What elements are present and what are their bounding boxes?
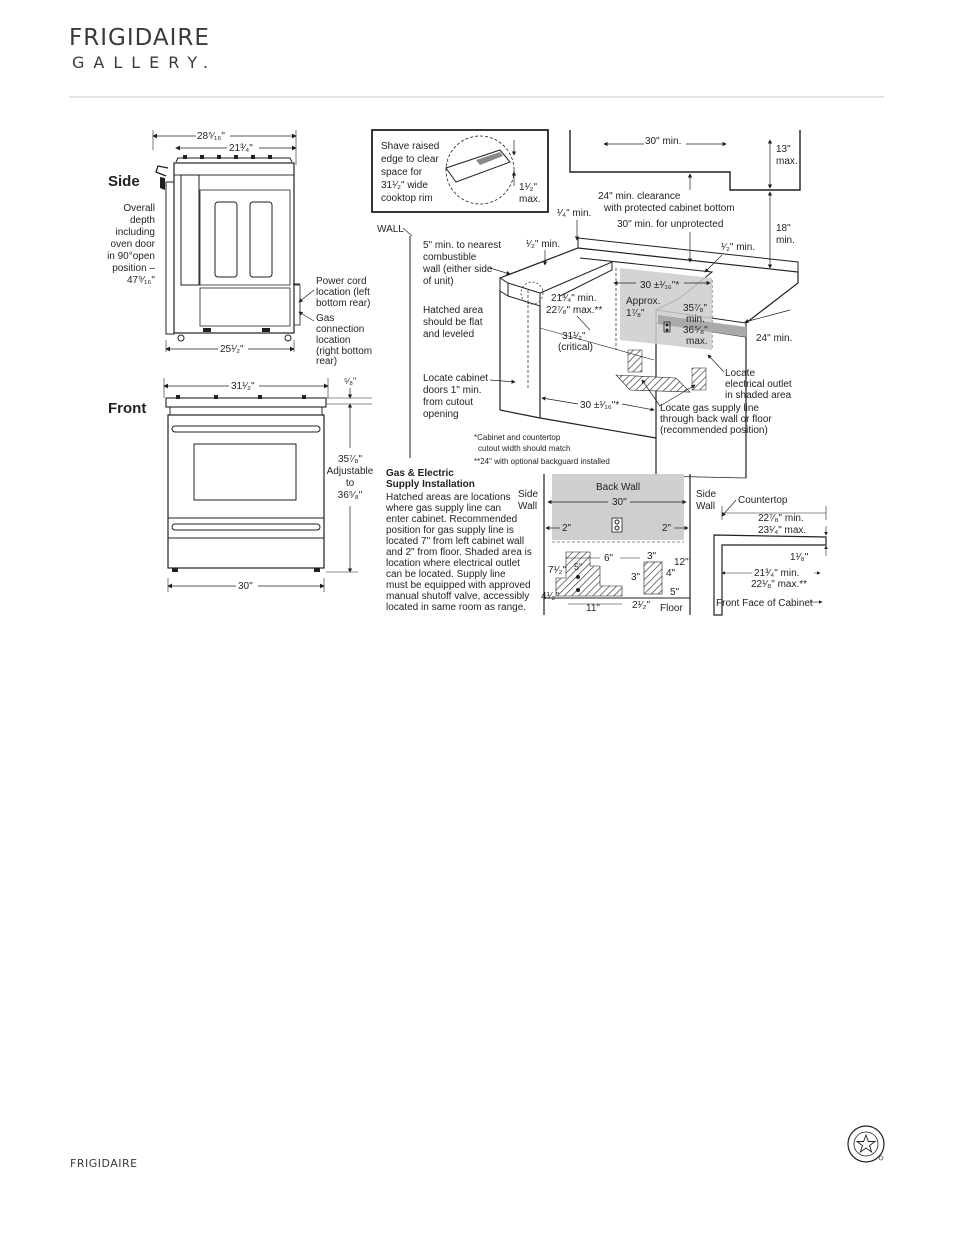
design-certified-seal (846, 1124, 886, 1164)
clearance-note-1: 24" min. clearance (598, 191, 681, 202)
supply-body-3: enter cabinet. Recommended (386, 514, 518, 525)
supply-body-5: located 7" from left cabinet wall (386, 536, 525, 547)
cutout-top: 30 ±¹⁄₁₆"* (640, 280, 680, 291)
outlet-note-2: electrical outlet (725, 379, 792, 390)
front-width-dim: 31¹⁄₂" (231, 381, 255, 392)
ct-range1-1: 22⁷⁄₈" min. (758, 513, 804, 524)
combustible-4: of unit) (423, 276, 454, 287)
hatched-note-1: Hatched area (423, 305, 484, 316)
back-wall: Back Wall (596, 482, 641, 493)
installation-drawings (95, 125, 835, 620)
dim-three-b: 3" (631, 572, 641, 583)
hatched-note-3: and leveled (423, 329, 475, 340)
shave-note-5: cooktop rim (381, 193, 433, 204)
ct-range2-2: 22¹⁄₈" max.** (751, 579, 808, 590)
front-top-dim: ⁵⁄₈" (344, 376, 357, 386)
dim-five-a: 5" (574, 562, 583, 572)
depth-note-4: oven door (110, 239, 155, 250)
side-label: Side (108, 173, 140, 190)
h-range-4: max. (686, 336, 708, 347)
min-18-2: min. (776, 235, 795, 246)
clearance-note-2: with protected cabinet bottom (604, 203, 735, 214)
gas-line-note-3: (recommended position) (660, 425, 768, 436)
h-range-1: 35⁷⁄₈" (683, 303, 708, 314)
supply-body-8: can be located. Supply line (386, 569, 506, 580)
min-30: 30" min. (645, 136, 682, 147)
dim-six: 6" (604, 553, 614, 564)
ct-face: Front Face of Cabinet (716, 598, 813, 609)
gas-note-2: connection (316, 324, 365, 335)
gas-line-note-2: through back wall or floor (660, 414, 772, 425)
gas-line-note-1: Locate gas supply line (660, 403, 759, 414)
side-wall-right-2: Wall (696, 501, 716, 512)
power-note-1: Power cord (316, 276, 367, 287)
supply-body-11: located in same room as range. (386, 602, 527, 613)
approx-1: Approx. (626, 296, 661, 307)
doors-note-4: opening (423, 409, 459, 420)
min-24: 24" min. (756, 333, 793, 344)
front-height-1: 35⁷⁄₈" (337, 454, 363, 465)
critical-2: (critical) (558, 342, 593, 353)
supply-body-10: manual shutoff valve, accessibly (386, 591, 530, 602)
side-wall-left-1: Side (518, 489, 539, 500)
shave-max-1: 1¹⁄₂" (519, 182, 537, 193)
side-wall-left-2: Wall (518, 501, 538, 512)
side-bottom-dim: 25¹⁄₂" (220, 344, 244, 355)
dim-four-half: 4¹⁄₂" (541, 591, 559, 602)
footnote-3: **24" with optional backguard installed (474, 457, 610, 466)
supply-body-6: and 2" from floor. Shaded area is (386, 547, 532, 558)
gas-note-4: (right bottom (316, 346, 373, 357)
unprotected-note: 30" min. for unprotected (617, 219, 724, 230)
front-label: Front (108, 400, 147, 417)
supply-body-7: location where electrical outlet (386, 558, 520, 569)
depth-note-6: position – (112, 263, 155, 274)
dim-three-a: 3" (647, 551, 657, 562)
floor-label: Floor (660, 603, 683, 614)
header-divider (69, 96, 884, 98)
side-view (107, 129, 372, 367)
brand-sub: GALLERY. (72, 53, 217, 72)
depth-range-2: 22⁷⁄₈" max.** (546, 305, 603, 316)
supply-installation (385, 468, 716, 615)
side-top-dim: 28⁵⁄₁₆" (197, 131, 225, 142)
doors-note-1: Locate cabinet (423, 373, 489, 384)
gas-note-3: location (316, 335, 351, 346)
dim-eleven: 11" (586, 603, 600, 614)
two-left: 2" (562, 523, 572, 534)
max-13-1: 13" (776, 144, 791, 155)
footnote-1: *Cabinet and countertop (474, 433, 561, 442)
depth-note-2: depth (129, 215, 155, 226)
brand-logo (69, 25, 217, 72)
cutout-bottom: 30 ±¹⁄₁₆"* (580, 400, 620, 411)
supply-body-9: must be equipped with approved (386, 580, 531, 591)
supply-body-2: where gas supply line can (386, 503, 502, 514)
installation-view (372, 130, 800, 478)
footnote-2: cutout width should match (478, 444, 571, 453)
ct-range1-2: 23¹⁄₄" max. (758, 525, 807, 536)
footer-brand: FRIGIDAIRE (70, 1157, 138, 1170)
half-min-left: ¹⁄₂" min. (526, 239, 561, 250)
power-note-3: bottom rear) (316, 298, 371, 309)
half-min-right: ¹⁄₂" min. (721, 242, 756, 253)
side-inner-dim: 21³⁄₄" (229, 143, 253, 154)
h-range-2: min. (686, 314, 705, 325)
shave-note-4: 31¹⁄₂" wide (381, 180, 428, 191)
ct-range2-1: 21³⁄₄" min. (754, 568, 800, 579)
shave-note-1: Shave raised (381, 141, 440, 152)
front-bottom-dim: 30" (238, 581, 253, 592)
outlet-note-1: Locate (725, 368, 756, 379)
dim-two-half: 2¹⁄₂" (632, 600, 650, 611)
front-height-3: to (345, 478, 355, 489)
side-wall-right-1: Side (696, 489, 717, 500)
countertop-detail (714, 495, 826, 615)
combustible-2: combustible (423, 252, 477, 263)
brand-name: FRIGIDAIRE (69, 25, 210, 51)
depth-note-3: including (115, 227, 155, 238)
dim-four: 4" (666, 568, 676, 579)
dim-seven-half: 7¹⁄₂" (548, 565, 566, 576)
doors-note-2: doors 1" min. (423, 385, 482, 396)
critical-1: 31¹⁄₂" (562, 331, 586, 342)
supply-w30: 30" (612, 497, 627, 508)
countertop-label: Countertop (738, 495, 788, 506)
outlet-note-3: in shaded area (725, 390, 792, 401)
hatched-note-2: should be flat (423, 317, 483, 328)
depth-note-5: in 90°open (107, 251, 155, 262)
wall-label: WALL (377, 224, 404, 235)
doors-note-3: from cutout (423, 397, 474, 408)
depth-note-7: 47⁹⁄₁₆" (126, 275, 155, 286)
min-18-1: 18" (776, 223, 791, 234)
two-right: 2" (662, 523, 672, 534)
shave-note-2: edge to clear (381, 154, 439, 165)
shave-max-2: max. (519, 194, 541, 205)
h-range-3: 36⁵⁄₈" (683, 325, 708, 336)
supply-body-1: Hatched areas are locations (386, 492, 511, 503)
ct-thick: 1¹⁄₈" (790, 552, 809, 563)
supply-body-4: position for gas supply line is (386, 525, 514, 536)
combustible-1: 5" min. to nearest (423, 240, 502, 251)
approx-2: 1⁷⁄₈" (626, 308, 645, 319)
supply-title-1: Gas & Electric (386, 468, 454, 479)
dim-five-b: 5" (670, 587, 680, 598)
gas-note-5: rear) (316, 356, 338, 367)
combustible-3: wall (either side (423, 264, 493, 275)
depth-note-1: Overall (123, 203, 155, 214)
depth-range-1: 21³⁄₄" min. (551, 293, 597, 304)
front-height-2: Adjustable (326, 466, 374, 477)
dim-twelve: 12" (674, 557, 689, 568)
gas-note-1: Gas (316, 313, 335, 324)
power-note-2: location (left (316, 287, 370, 298)
quarter-min: ¹⁄₄" min. (557, 208, 592, 219)
shave-note-3: space for (381, 167, 423, 178)
front-view (108, 376, 374, 592)
supply-title-2: Supply Installation (386, 479, 475, 490)
max-13-2: max. (776, 156, 798, 167)
front-height-4: 36⁵⁄₈" (337, 490, 363, 501)
